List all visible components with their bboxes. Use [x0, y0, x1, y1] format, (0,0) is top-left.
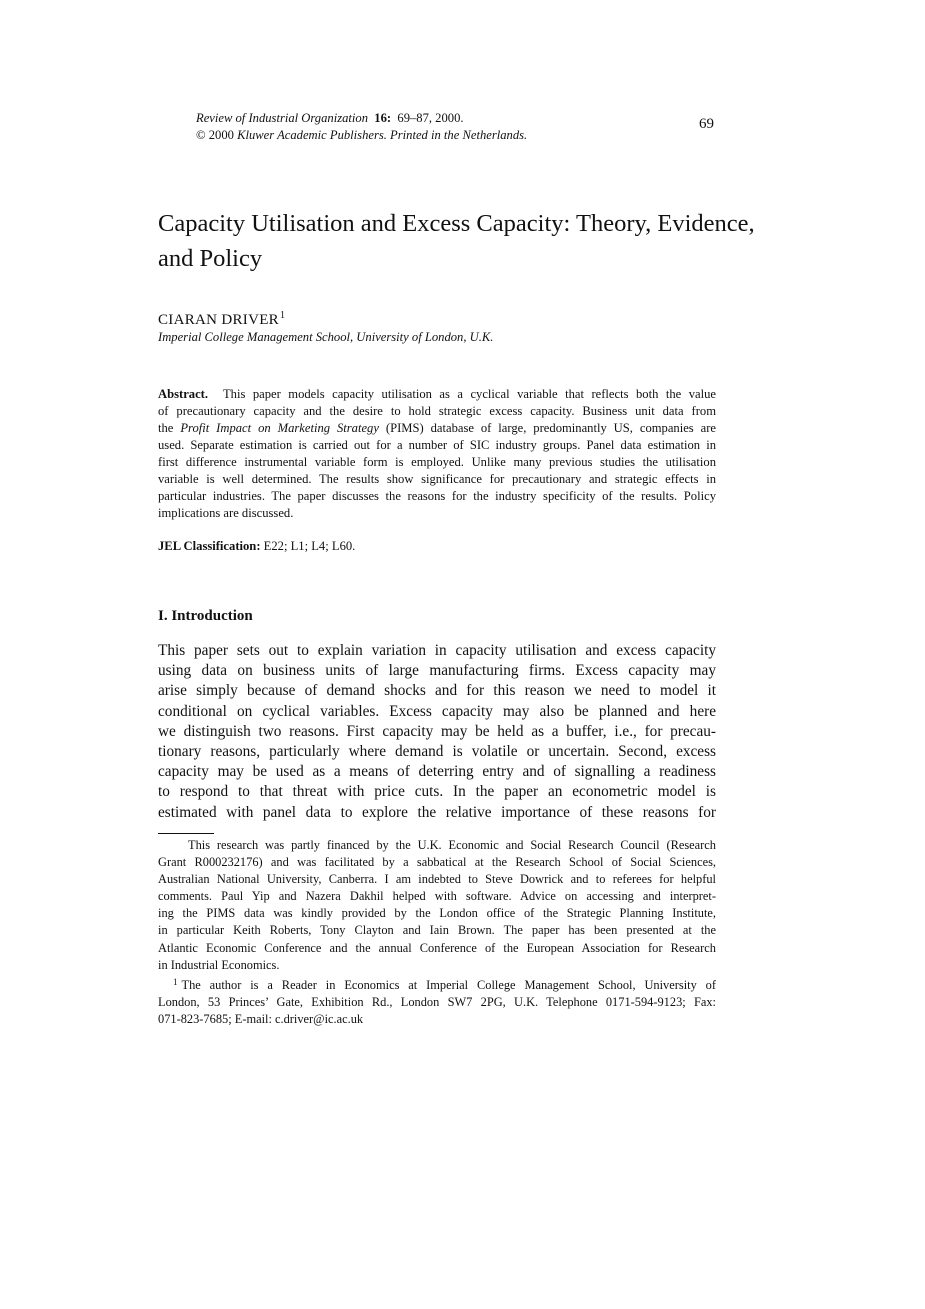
jel-codes: E22; L1; L4; L60.	[263, 539, 356, 553]
body-line: using data on business units of large manufacturing firms. Excess capacity may	[158, 662, 716, 680]
body-line: estimated with panel data to explore the relative importance of these reasons for	[158, 803, 716, 821]
body-line: arise simply because of demand shocks and for this reason we need to model it	[158, 682, 716, 700]
abstract-line: of precautionary capacity and the desire to hold strategic excess capacity. Business unit data from	[158, 404, 716, 418]
journal-pages-year: 69–87, 2000.	[397, 111, 464, 125]
journal-volume: 16:	[374, 111, 392, 125]
footnote-line: in Industrial Economics.	[158, 957, 280, 972]
footnote-rule	[158, 833, 214, 834]
copyright-year: 2000	[208, 128, 234, 142]
footnote-line: This research was partly financed by the U.K. Economic and Social Research Council (Research	[188, 838, 716, 852]
abstract-line: particular industries. The paper discusses the reasons for the industry specificity of the results. Policy	[158, 489, 716, 503]
footnote-line: comments. Paul Yip and Nazera Dakhil helped with software. Advice on accessing and interpret-	[158, 889, 716, 904]
publisher: Kluwer Academic Publishers. Printed in the Netherlands.	[237, 128, 528, 142]
journal-name: Review of Industrial Organization	[196, 111, 368, 125]
abstract-line: Abstract. This paper models capacity utilisation as a cyclical variable that reflects both the value	[158, 387, 716, 401]
body-line: to respond to that threat with price cuts. In the paper an econometric model is	[158, 783, 716, 801]
author-footnote-mark: 1	[280, 310, 286, 321]
abstract-line: variable is well determined. The results show significance for precautionary and strategic effects in	[158, 472, 716, 486]
author-affiliation: Imperial College Management School, University of London, U.K.	[158, 330, 494, 344]
pims-italic: Profit Impact on Marketing Strategy	[180, 421, 379, 435]
section-heading: I. Introduction	[158, 608, 253, 624]
copyright-line	[196, 127, 527, 144]
body-line: we distinguish two reasons. First capacity may be held as a buffer, i.e., for precau-	[158, 722, 716, 740]
footnote-line: Grant R000232176) and was facilitated by a sabbatical at the Research School of Social Sciences,	[158, 855, 716, 870]
journal-citation	[196, 110, 527, 127]
author-name-text: CIARAN DRIVER	[158, 312, 279, 328]
body-line: capacity may be used as a means of deterring entry and of signalling a readiness	[158, 763, 716, 781]
paper-title: Capacity Utilisation and Excess Capacity: Theory, Evidence, and Policy	[158, 210, 755, 272]
introduction-body	[158, 641, 716, 823]
footnote-line: $^1$ The author is a Reader in Economics at Imperial College Management School, University of	[173, 976, 716, 992]
author-name	[158, 310, 285, 329]
footnote-line: Australian National University, Canberra. I am indebted to Steve Dowrick and to referees for helpful	[158, 872, 716, 887]
abstract	[158, 386, 716, 522]
footnote-line: in particular Keith Roberts, Tony Clayton and Iain Brown. The paper has been presented at the	[158, 923, 716, 938]
footnotes	[158, 837, 716, 1028]
abstract-line: used. Separate estimation is carried out for a number of SIC industry groups. Panel data estimation in	[158, 438, 716, 452]
body-line: This paper sets out to explain variation in capacity utilisation and excess capacity	[158, 642, 716, 659]
body-line: tionary reasons, particularly where demand is volatile or uncertain. Second, excess	[158, 743, 716, 761]
abstract-line: the Profit Impact on Marketing Strategy (PIMS) database of large, predominantly US, companies are	[158, 421, 717, 435]
footnote-mark: 1	[173, 976, 178, 987]
abstract-line: implications are discussed.	[158, 506, 294, 520]
abstract-line: first difference instrumental variable form is employed. Unlike many previous studies the utilisation	[158, 455, 716, 469]
author-footnote	[158, 974, 716, 1028]
abstract-label: Abstract.	[158, 387, 209, 401]
body-line: conditional on cyclical variables. Excess capacity may also be planned and here	[158, 702, 716, 720]
footnote-line: ing the PIMS data was kindly provided by the London office of the Strategic Planning Institute,	[158, 906, 716, 921]
acknowledgement-footnote	[158, 837, 716, 974]
footnote-line: Atlantic Economic Conference and the annual Conference of the European Association for Research	[158, 940, 716, 955]
page-number: 69	[699, 116, 714, 132]
jel-label: JEL Classification:	[158, 539, 261, 553]
jel-classification	[158, 539, 355, 554]
copyright-symbol: ©	[196, 128, 206, 142]
running-header	[196, 110, 527, 144]
footnote-line: London, 53 Princes’ Gate, Exhibition Rd., London SW7 2PG, U.K. Telephone 0171-594-9123; Fax:	[158, 994, 716, 1009]
footnote-line: 071-823-7685; E-mail: c.driver@ic.ac.uk	[158, 1011, 364, 1026]
